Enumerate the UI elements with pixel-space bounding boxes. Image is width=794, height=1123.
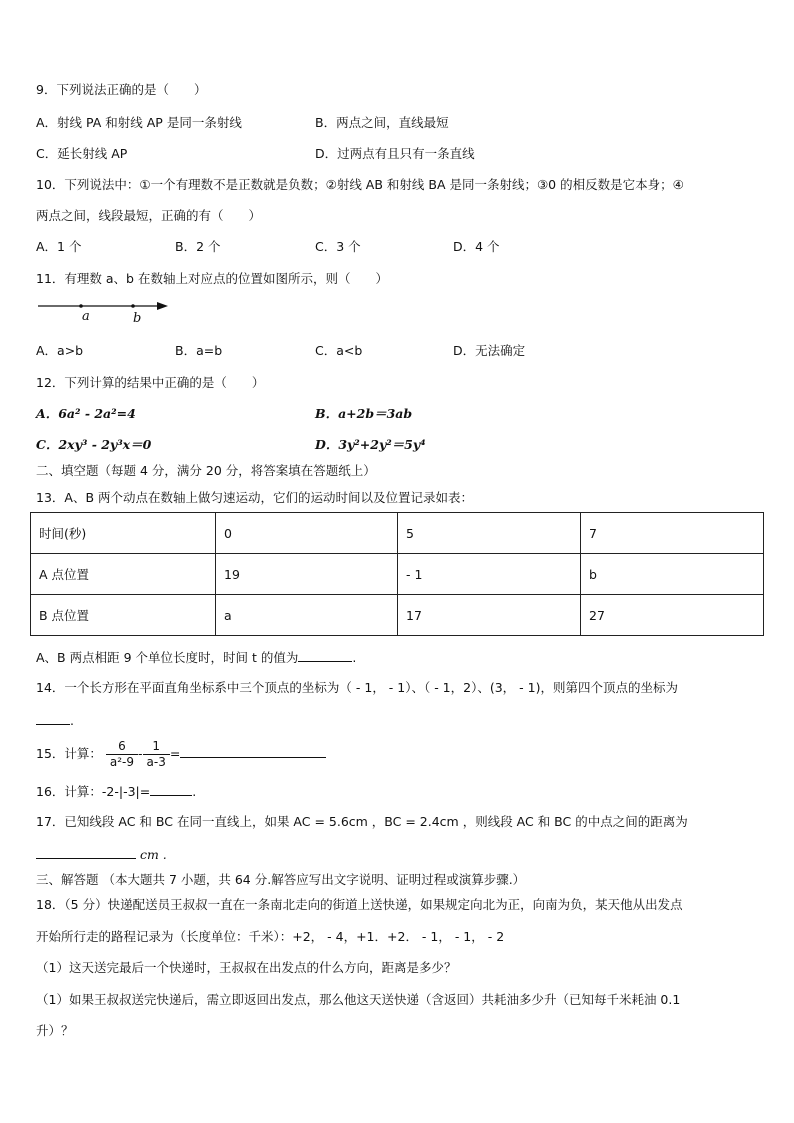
answer-blank (180, 745, 326, 758)
table-row (31, 513, 764, 554)
q14-line2 (36, 712, 74, 729)
q9-option-d: D．过两点有且只有一条直线 (315, 146, 475, 161)
table-cell: 27 (581, 595, 764, 636)
q12-option-b: B．a+2b＝3ab (315, 406, 413, 421)
q18-sub2-line1: （1）如果王叔叔送完快递后，需立即返回出发点，那么他这天送快递（含返回）共耗油多少升（已知每千米耗油 0.1 (36, 992, 681, 1007)
table-cell: A 点位置 (31, 554, 216, 595)
answer-blank (36, 846, 136, 859)
q10-option-c: C．3 个 (315, 239, 361, 254)
label-a: a (82, 309, 90, 324)
q18-line1: 18．（5 分）快递配送员王叔叔一直在一条南北走向的街道上送快递，如果规定向北为正，向南为负，某天他从出发点 (36, 897, 683, 912)
q18-line2: 开始所行走的路程记录为（长度单位：千米）：+2， - 4，+1．+2． - 1， - 1， - 2 (36, 929, 505, 944)
fraction-1-denominator: a²-9 (106, 754, 138, 770)
number-line-arrow-icon (157, 302, 168, 310)
q10-stem-line2: 两点之间，线段最短，正确的有（ ） (36, 208, 262, 223)
q17-line2 (36, 846, 167, 863)
q18-sub1: （1）这天送完最后一个快递时，王叔叔在出发点的什么方向，距离是多少？ (36, 960, 457, 975)
table-cell: 5 (398, 513, 581, 554)
q11-option-b: B．a=b (175, 343, 223, 358)
table-row (31, 595, 764, 636)
q16-expression: -2-|-3|= (101, 784, 151, 799)
q15-equals: = (169, 746, 181, 761)
q10-option-a: A．1 个 (36, 239, 82, 254)
table-cell: 7 (581, 513, 764, 554)
table-cell: 17 (398, 595, 581, 636)
section3-heading: 三、解答题 （本大题共 7 小题，共 64 分.解答应写出文字说明、证明过程或演算步骤.） (36, 872, 526, 887)
q18-sub2-line2: 升）？ (36, 1023, 74, 1038)
fraction-1-numerator: 6 (118, 739, 126, 753)
q9-stem: 9．下列说法正确的是（ ） (36, 82, 207, 97)
q10-option-d: D．4 个 (453, 239, 500, 254)
q11-option-d: D．无法确定 (453, 343, 526, 358)
q11-option-a: A．a>b (36, 343, 84, 358)
q16-prefix: 16．计算： (36, 784, 102, 799)
q17-line1: 17．已知线段 AC 和 BC 在同一直线上，如果 AC = 5.6cm ，BC = 2.4cm ，则线段 AC 和 BC 的中点之间的距离为 (36, 814, 688, 829)
table-cell: 0 (216, 513, 398, 554)
point-b-marker (131, 304, 135, 308)
answer-blank (298, 649, 352, 662)
q15-prefix: 15．计算： (36, 746, 102, 761)
q15-minus: - (138, 746, 143, 761)
fraction-2 (143, 739, 170, 770)
point-a-marker (79, 304, 83, 308)
q13-table (30, 512, 764, 636)
table-cell: 时间(秒) (31, 513, 216, 554)
table-row (31, 554, 764, 595)
q13-after-text: A、B 两点相距 9 个单位长度时，时间 t 的值为 (36, 650, 299, 665)
label-b: b (133, 311, 142, 326)
answer-blank (150, 783, 192, 796)
q9-option-a: A．射线 PA 和射线 AP 是同一条射线 (36, 115, 242, 130)
q15-line (36, 736, 326, 772)
fraction-2-denominator: a-3 (143, 754, 170, 770)
q12-stem: 12．下列计算的结果中正确的是（ ） (36, 375, 265, 390)
q13-stem: 13．A、B 两个动点在数轴上做匀速运动，它们的运动时间以及位置记录如表： (36, 490, 474, 505)
q10-stem-line1: 10．下列说法中：①一个有理数不是正数就是负数；②射线 AB 和射线 BA 是同一条射线；③0 的相反数是它本身；④ (36, 177, 684, 192)
fraction-2-numerator: 1 (152, 739, 161, 753)
table-cell: B 点位置 (31, 595, 216, 636)
q14-line1: 14．一个长方形在平面直角坐标系中三个顶点的坐标为（ - 1， - 1）、（ - 1，2）、(3， - 1)，则第四个顶点的坐标为 (36, 680, 678, 695)
q10-option-b: B．2 个 (175, 239, 221, 254)
number-line-diagram (36, 296, 176, 328)
q12-option-a: A．6a² - 2a²=4 (36, 406, 136, 421)
q11-stem: 11．有理数 a、b 在数轴上对应点的位置如图所示，则（ ） (36, 271, 388, 286)
fraction-1 (106, 739, 138, 770)
answer-blank (36, 712, 70, 725)
q17-unit: cm . (139, 847, 167, 862)
q12-option-c: C．2xy³ - 2y³x＝0 (36, 437, 152, 452)
q11-option-c: C．a<b (315, 343, 363, 358)
table-cell: 19 (216, 554, 398, 595)
q9-option-c: C．延长射线 AP (36, 146, 128, 161)
table-cell: b (581, 554, 764, 595)
q9-option-b: B．两点之间，直线最短 (315, 115, 449, 130)
section2-heading: 二、填空题（每题 4 分，满分 20 分，将答案填在答题纸上） (36, 463, 376, 478)
q13-after: A、B 两点相距 9 个单位长度时，时间 t 的值为 . (36, 650, 357, 665)
q12-option-d: D．3y²+2y²＝5y⁴ (315, 437, 426, 452)
table-cell: a (216, 595, 398, 636)
q16-period: . (192, 784, 197, 799)
table-cell: - 1 (398, 554, 581, 595)
q16-line (36, 783, 196, 800)
q14-period: . (70, 713, 74, 728)
